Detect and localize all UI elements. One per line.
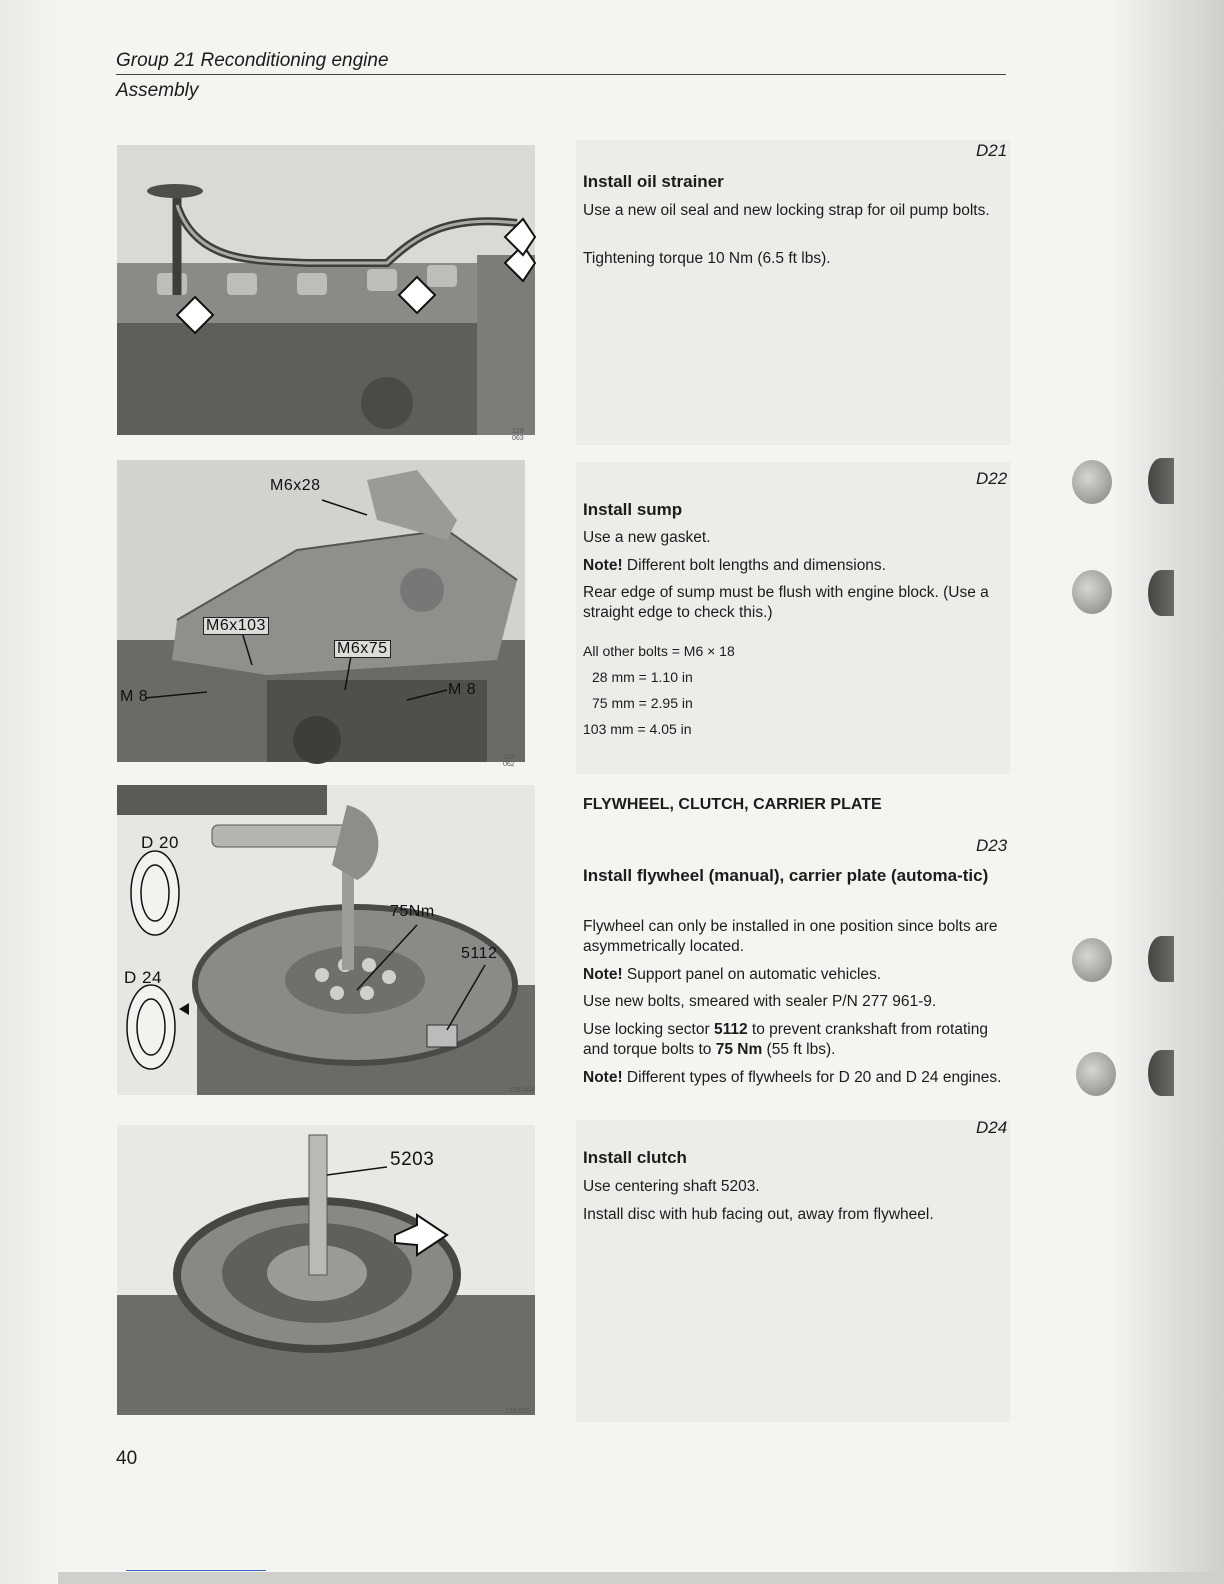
photo-sump xyxy=(117,460,525,768)
note-paragraph xyxy=(583,556,1013,576)
section-code-d24: D24 xyxy=(976,1118,1008,1137)
photo-code: 129 064 xyxy=(509,1087,535,1094)
paragraph: Tightening torque 10 Nm (6.5 ft lbs). xyxy=(583,250,831,267)
note-paragraph xyxy=(583,965,1013,985)
spec-line: 103 mm = 4.05 in xyxy=(583,721,692,737)
scan-border xyxy=(58,1572,1224,1584)
paragraph: Install disc with hub facing out, away from flywheel. xyxy=(583,1206,934,1223)
paragraph: Flywheel can only be installed in one position since bolts are asymmetrically located. xyxy=(583,918,998,955)
callout-m6x103: M6x103 xyxy=(203,617,269,635)
section-heading-sump: Install sump xyxy=(583,500,683,519)
page-number: 40 xyxy=(116,1448,138,1469)
paragraph: Use a new oil seal and new locking strap for oil pump bolts. xyxy=(583,202,990,219)
callout-m8-left: M 8 xyxy=(120,688,149,705)
page-shadow xyxy=(0,0,58,1584)
punch-hole xyxy=(1076,1052,1116,1096)
note-text: Support panel on automatic vehicles. xyxy=(626,966,882,983)
callout-d20: D 20 xyxy=(141,833,179,852)
header-section-title: Assembly xyxy=(116,80,199,101)
locking-paragraph: Use locking sector 5112 to prevent crankshaft from rotating and torque bolts to 75 Nm (55 ft lbs). xyxy=(583,1021,988,1058)
photo-clutch xyxy=(117,1125,535,1415)
callout-m6x28: M6x28 xyxy=(270,477,321,494)
header-group-title: Group 21 Reconditioning engine xyxy=(116,50,389,71)
section-heading-oil-strainer: Install oil strainer xyxy=(583,172,724,191)
page-edge xyxy=(1112,0,1224,1584)
section-heading-clutch: Install clutch xyxy=(583,1148,687,1167)
paragraph: Use a new gasket. xyxy=(583,529,711,546)
callout-5112: 5112 xyxy=(461,945,498,962)
spec-line: 28 mm = 1.10 in xyxy=(592,669,693,685)
punch-hole-shadow xyxy=(1148,936,1174,982)
spec-line: 75 mm = 2.95 in xyxy=(592,695,693,711)
header-rule xyxy=(116,74,1006,75)
callout-75nm: 75Nm xyxy=(390,903,435,920)
note-text: Different types of flywheels for D 20 and D 24 engines. xyxy=(626,1069,1002,1086)
punch-hole xyxy=(1072,460,1112,504)
note-label: Note! xyxy=(583,966,623,983)
note-label: Note! xyxy=(583,1069,623,1086)
callout-d24: D 24 xyxy=(124,968,162,987)
paragraph: Use new bolts, smeared with sealer P/N 277 961-9. xyxy=(583,993,937,1010)
tool-number: 5112 xyxy=(713,1021,748,1038)
section-code-d22: D22 xyxy=(976,469,1008,488)
scan-line xyxy=(126,1570,266,1571)
note-paragraph xyxy=(583,1068,1013,1088)
photo-code: 129 063 xyxy=(512,428,524,442)
photo-oil-strainer xyxy=(117,145,535,442)
section-heading-flywheel: Install flywheel (manual), carrier plate (automa-tic) xyxy=(583,866,989,885)
photo-code: 129 062 xyxy=(503,754,515,768)
punch-hole-shadow xyxy=(1148,458,1174,504)
spec-line: All other bolts = M6 × 18 xyxy=(583,643,735,659)
callout-m6x75: M6x75 xyxy=(334,640,391,658)
punch-hole xyxy=(1072,938,1112,982)
punch-hole-shadow xyxy=(1148,570,1174,616)
section-code-d23: D23 xyxy=(976,836,1008,855)
group-title: FLYWHEEL, CLUTCH, CARRIER PLATE xyxy=(583,796,882,813)
note-text: Different bolt lengths and dimensions. xyxy=(626,557,886,574)
torque-value: 75 Nm xyxy=(715,1041,763,1058)
paragraph: Rear edge of sump must be flush with engine block. (Use a straight edge to check this.) xyxy=(583,584,989,621)
callout-m8-right: M 8 xyxy=(448,681,477,698)
note-label: Note! xyxy=(583,557,623,574)
callout-5203: 5203 xyxy=(390,1149,435,1170)
photo-code: 129 065 xyxy=(505,1408,531,1415)
punch-hole xyxy=(1072,570,1112,614)
paragraph: Use centering shaft 5203. xyxy=(583,1178,760,1195)
section-code-d21: D21 xyxy=(976,141,1008,160)
photo-flywheel xyxy=(117,785,535,1095)
punch-hole-shadow xyxy=(1148,1050,1174,1096)
